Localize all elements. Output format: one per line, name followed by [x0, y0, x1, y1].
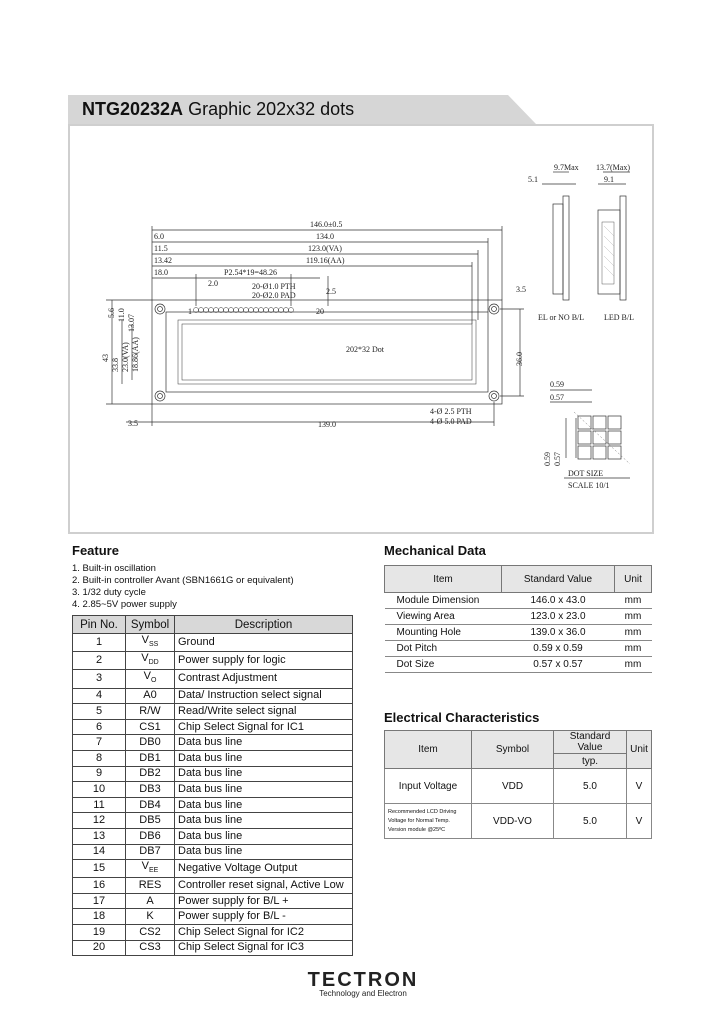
mech-col-item: Item [385, 566, 502, 593]
table-row [73, 878, 353, 894]
dim-pad: 20-Ø2.0 PAD [252, 291, 296, 300]
pin-number: 7 [73, 735, 126, 751]
mech-unit: mm [615, 625, 652, 641]
elec-col-typ: typ. [554, 754, 627, 769]
pin-symbol-text: V [141, 860, 149, 873]
pin-description: Data bus line [175, 828, 353, 844]
hole-pad-label: 4-Ø 5.0 PAD [430, 417, 472, 426]
pin-number: 16 [73, 878, 126, 894]
table-row [73, 925, 353, 941]
elec-unit: V [627, 804, 652, 839]
table-row [73, 719, 353, 735]
side-9-1: 9.1 [604, 175, 614, 184]
table-row [73, 909, 353, 925]
dot-pitch-v-label: 0.59 [543, 452, 552, 466]
pin-symbol [126, 688, 175, 704]
pin-symbol [126, 670, 175, 688]
pin-number: 19 [73, 925, 126, 941]
dim-36: 36.0 [515, 352, 524, 366]
mech-item: Mounting Hole [385, 625, 502, 641]
pin-description: Power supply for logic [175, 652, 353, 670]
elec-symbol: VDD-VO [472, 804, 554, 839]
pin-number: 15 [73, 860, 126, 878]
feature-item: 4. 2.85~5V power supply [72, 599, 177, 610]
dim-pth: 20-Ø1.0 PTH [252, 282, 296, 291]
elec-symbol: VDD [472, 769, 554, 804]
dim-13-42: 13.42 [154, 256, 172, 265]
pin-description: Chip Select Signal for IC2 [175, 925, 353, 941]
table-row [73, 750, 353, 766]
page-title [82, 99, 354, 120]
dim-3-5: 3.5 [516, 285, 526, 294]
table-row [73, 634, 353, 652]
dot-size-dim-label: 0.57 [550, 393, 564, 402]
feature-title: Feature [72, 543, 119, 558]
mech-item: Module Dimension [385, 593, 502, 609]
elec-col-unit: Unit [627, 731, 652, 769]
side-9-7max: 9.7Max [554, 163, 579, 172]
pin-number: 2 [73, 652, 126, 670]
pin-description: Ground [175, 634, 353, 652]
pin-symbol [126, 878, 175, 894]
pin-symbol [126, 893, 175, 909]
mech-item: Dot Size [385, 657, 502, 673]
pin-symbol [126, 766, 175, 782]
col-description: Description [175, 616, 353, 634]
pin-symbol-text: V [143, 670, 151, 683]
elec-col-std: Standard Value [554, 731, 627, 754]
elec-item: Input Voltage [385, 769, 472, 804]
dim-va-h: 23.0(VA) [121, 342, 130, 372]
mech-col-value: Standard Value [502, 566, 615, 593]
pin-symbol [126, 925, 175, 941]
pin-symbol [126, 634, 175, 652]
pin-symbol-text: DB4 [139, 798, 161, 811]
table-row [385, 641, 652, 657]
pin-description: Power supply for B/L - [175, 909, 353, 925]
drawing-svg [70, 126, 656, 536]
hole-pth-label: 4-Ø 2.5 PTH [430, 407, 472, 416]
brand-tagline: Technology and Electron [319, 989, 407, 998]
pin-description: Negative Voltage Output [175, 860, 353, 878]
dim-11: 11.0 [117, 308, 126, 322]
pin-number: 18 [73, 909, 126, 925]
pin-description: Data bus line [175, 766, 353, 782]
pin-description: Contrast Adjustment [175, 670, 353, 688]
elec-item: Recommended LCD Driving Voltage for Normal Temp. Version module @25ºC [385, 804, 472, 839]
pin-symbol-text: K [146, 910, 154, 923]
pin-number: 10 [73, 782, 126, 798]
dim-6: 6.0 [154, 232, 164, 241]
feature-item: 1. Built-in oscillation [72, 563, 156, 574]
table-row [385, 625, 652, 641]
mechanical-drawing [68, 124, 654, 534]
pin-number: 13 [73, 828, 126, 844]
led-bl-label: LED B/L [604, 313, 634, 322]
pin-description: Data bus line [175, 782, 353, 798]
mechanical-body [385, 593, 652, 673]
dim-2: 2.0 [208, 279, 218, 288]
table-row [73, 670, 353, 688]
pin-description: Power supply for B/L + [175, 893, 353, 909]
table-row [73, 828, 353, 844]
pin-number: 9 [73, 766, 126, 782]
pin-symbol-text: A [146, 894, 154, 907]
pin-number: 5 [73, 704, 126, 720]
col-symbol: Symbol [126, 616, 175, 634]
electrical-title: Electrical Characteristics [384, 710, 540, 725]
dim-43: 43 [101, 354, 110, 362]
pin-description: Chip Select Signal for IC1 [175, 719, 353, 735]
table-row [73, 766, 353, 782]
table-row [385, 804, 652, 839]
pin-description: Read/Write select signal [175, 704, 353, 720]
brand-name: TECTRON [307, 969, 419, 991]
pin-number: 11 [73, 797, 126, 813]
pin-symbol-text: V [141, 652, 149, 665]
mech-item: Viewing Area [385, 609, 502, 625]
pin-number: 3 [73, 670, 126, 688]
dim-va: 123.0(VA) [308, 244, 342, 253]
table-row [73, 704, 353, 720]
pin-symbol-text: R/W [139, 704, 161, 717]
dim-2-5: 2.5 [326, 287, 336, 296]
pin20-label: 20 [316, 307, 324, 316]
pin-symbol [126, 860, 175, 878]
feature-item: 2. Built-in controller Avant (SBN1661G or equivalent) [72, 575, 294, 586]
table-row [73, 735, 353, 751]
pin-symbol-text: DB0 [139, 736, 161, 749]
pin-table-body [73, 634, 353, 956]
pin-symbol-subscript: DD [148, 659, 159, 667]
dot-pitch-label: 0.59 [550, 380, 564, 389]
dot-scale-label: SCALE 10/1 [568, 481, 610, 490]
pin-symbol-text: DB7 [139, 845, 161, 858]
pin-number: 20 [73, 940, 126, 956]
pin-table [72, 615, 353, 956]
dot-size-v-label: 0.57 [553, 452, 562, 466]
table-row [73, 940, 353, 956]
table-row [73, 688, 353, 704]
mech-item: Dot Pitch [385, 641, 502, 657]
feature-list [72, 563, 294, 611]
mech-unit: mm [615, 593, 652, 609]
pin-number: 1 [73, 634, 126, 652]
dim-aa: 119.16(AA) [306, 256, 345, 265]
model-subtitle: Graphic 202x32 dots [188, 99, 355, 119]
pin-number: 17 [73, 893, 126, 909]
pin-symbol-text: CS3 [139, 941, 161, 954]
mech-value: 0.59 x 0.59 [502, 641, 615, 657]
pin-symbol-subscript: O [150, 677, 157, 685]
pin-symbol-text: CS2 [139, 925, 161, 938]
mech-value: 123.0 x 23.0 [502, 609, 615, 625]
electrical-table [384, 730, 652, 839]
pin-symbol [126, 940, 175, 956]
feature-item: 3. 1/32 duty cycle [72, 587, 146, 598]
table-row [385, 657, 652, 673]
mech-value: 0.57 x 0.57 [502, 657, 615, 673]
mech-col-unit: Unit [615, 566, 652, 593]
pin-number: 8 [73, 750, 126, 766]
pin-symbol-text: RES [138, 879, 162, 892]
pin1-label: 1 [188, 307, 192, 316]
pin-description: Controller reset signal, Active Low [175, 878, 353, 894]
pin-symbol [126, 750, 175, 766]
mech-unit: mm [615, 609, 652, 625]
electrical-header-row1 [385, 731, 652, 754]
dim-134: 134.0 [316, 232, 334, 241]
dim-33-8: 33.8 [111, 358, 120, 372]
side-5-1: 5.1 [528, 175, 538, 184]
pin-symbol-text: DB5 [139, 814, 161, 827]
pin-symbol-text: DB6 [139, 829, 161, 842]
model-number: NTG20232A [82, 99, 184, 119]
mech-unit: mm [615, 657, 652, 673]
brand-logo [303, 969, 423, 998]
table-row [73, 813, 353, 829]
pin-description: Data/ Instruction select signal [175, 688, 353, 704]
pin-symbol-text: CS1 [139, 720, 161, 733]
pin-description: Data bus line [175, 844, 353, 860]
table-row [73, 797, 353, 813]
mechanical-header [385, 566, 652, 593]
pin-symbol-text: DB3 [139, 782, 161, 795]
table-row [385, 609, 652, 625]
pin-symbol [126, 813, 175, 829]
side-13-7max: 13.7(Max) [596, 163, 630, 172]
pin-description: Chip Select Signal for IC3 [175, 940, 353, 956]
pin-description: Data bus line [175, 735, 353, 751]
pin-description: Data bus line [175, 797, 353, 813]
table-row [385, 769, 652, 804]
table-row [73, 844, 353, 860]
col-pin-no: Pin No. [73, 616, 126, 634]
pin-symbol [126, 652, 175, 670]
mech-value: 146.0 x 43.0 [502, 593, 615, 609]
pin-symbol-text: A0 [143, 689, 157, 702]
pin-symbol [126, 828, 175, 844]
dim-13-07: 13.07 [127, 314, 136, 332]
pin-number: 12 [73, 813, 126, 829]
pin-symbol [126, 797, 175, 813]
pin-number: 4 [73, 688, 126, 704]
elec-value: 5.0 [554, 769, 627, 804]
pin-symbol-subscript: SS [149, 641, 159, 649]
elec-col-item: Item [385, 731, 472, 769]
pin-description: Data bus line [175, 813, 353, 829]
pin-number: 6 [73, 719, 126, 735]
pin-symbol [126, 719, 175, 735]
table-row [73, 652, 353, 670]
table-row [385, 593, 652, 609]
pin-symbol-subscript: EE [149, 867, 159, 875]
elec-col-symbol: Symbol [472, 731, 554, 769]
dim-aa-h: 18.86(AA) [131, 337, 140, 372]
table-row [73, 782, 353, 798]
dim-11-5: 11.5 [154, 244, 168, 253]
dim-5-6: 5.6 [107, 308, 116, 318]
pin-description: Data bus line [175, 750, 353, 766]
el-bl-label: EL or NO B/L [538, 313, 585, 322]
pin-symbol [126, 844, 175, 860]
mech-value: 139.0 x 36.0 [502, 625, 615, 641]
dim-overall: 146.0±0.5 [310, 220, 343, 229]
dot-size-title: DOT SIZE [568, 469, 604, 478]
pin-number: 14 [73, 844, 126, 860]
pin-symbol [126, 782, 175, 798]
dim-18: 18.0 [154, 268, 168, 277]
dot-matrix-label: 202*32 Dot [346, 345, 384, 354]
pin-symbol [126, 704, 175, 720]
pin-symbol [126, 735, 175, 751]
pin-symbol-text: V [141, 634, 149, 646]
table-row [73, 860, 353, 878]
elec-value: 5.0 [554, 804, 627, 839]
mechanical-title: Mechanical Data [384, 543, 486, 558]
dim-139: 139.0 [318, 420, 336, 429]
elec-unit: V [627, 769, 652, 804]
dim-pitch: P2.54*19=48.26 [224, 268, 277, 277]
mech-unit: mm [615, 641, 652, 657]
table-row [73, 893, 353, 909]
pin-symbol-text: DB1 [139, 751, 161, 764]
pin-table-header [73, 616, 353, 634]
pin-symbol-text: DB2 [139, 767, 161, 780]
pin-symbol [126, 909, 175, 925]
dim-left-3-5: 3.5 [128, 419, 138, 428]
mechanical-table [384, 565, 652, 673]
